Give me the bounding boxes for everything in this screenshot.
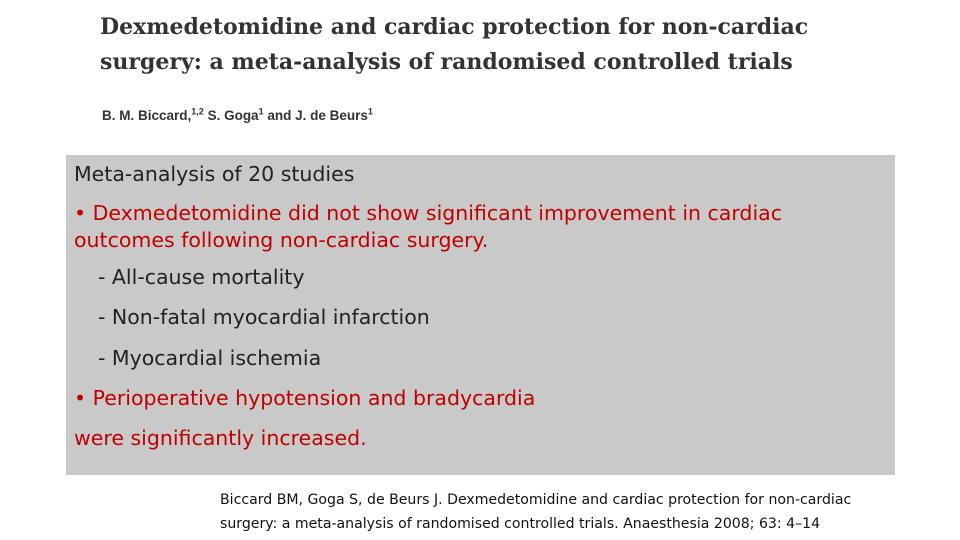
finding-no-improvement: • Dexmedetomidine did not show significant improvement in cardiac bbox=[74, 201, 782, 226]
outcome-item: - All-cause mortality bbox=[98, 265, 305, 290]
summary-text bbox=[74, 154, 889, 458]
author-list bbox=[102, 108, 373, 123]
paper-title-line-2: surgery: a meta-analysis of randomised controlled trials bbox=[100, 49, 793, 75]
author-affiliation: 1 bbox=[258, 106, 264, 117]
finding-adverse-effects: • Perioperative hypotension and bradycardia bbox=[74, 385, 536, 410]
finding-no-improvement-continued: outcomes following non-cardiac surgery. bbox=[74, 228, 489, 253]
citation-line-2: surgery: a meta-analysis of randomised controlled trials. Anaesthesia 2008; 63: 4–14 bbox=[220, 516, 821, 532]
outcome-item: - Non-fatal myocardial infarction bbox=[98, 305, 430, 330]
author-name: and J. de Beurs bbox=[267, 108, 368, 123]
summary-intro: Meta-analysis of 20 studies bbox=[74, 162, 355, 186]
finding-adverse-effects-continued: were significantly increased. bbox=[74, 426, 367, 451]
outcome-item: - Myocardial ischemia bbox=[98, 345, 322, 370]
author-affiliation: 1,2 bbox=[191, 106, 204, 117]
paper-title-line-1: Dexmedetomidine and cardiac protection for non-cardiac bbox=[100, 14, 809, 40]
author-name: B. M. Biccard, bbox=[102, 108, 192, 123]
citation-line-1: Biccard BM, Goga S, de Beurs J. Dexmedetomidine and cardiac protection for non-cardiac bbox=[220, 492, 852, 508]
paper-title bbox=[100, 10, 900, 80]
citation bbox=[220, 488, 955, 536]
author-name: S. Goga bbox=[207, 108, 259, 123]
author-affiliation: 1 bbox=[367, 106, 373, 117]
